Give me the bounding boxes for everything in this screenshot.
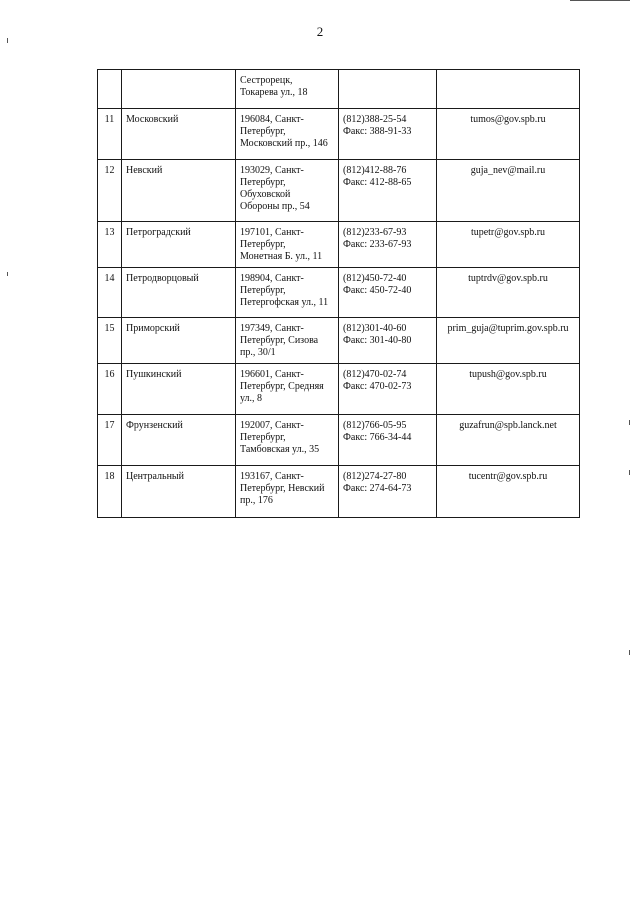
district-name-cell: Московский: [122, 109, 236, 160]
fax-number: Факс: 274-64-73: [343, 483, 412, 494]
email-cell: [437, 70, 580, 109]
row-number-cell: [98, 70, 122, 109]
email-cell: tumos@gov.spb.ru: [437, 109, 580, 160]
address-cell: [236, 415, 339, 466]
address-cell: [236, 466, 339, 518]
address-line: Петербург,: [240, 432, 286, 443]
table-row: [98, 466, 580, 518]
scan-edge-mark: [570, 0, 630, 1]
phone-number: (812)274-27-80: [343, 471, 407, 482]
email-cell: tupush@gov.spb.ru: [437, 364, 580, 415]
phone-number: (812)450-72-40: [343, 273, 407, 284]
address-line: 196601, Санкт-: [240, 369, 304, 380]
address-line: Обороны пр., 54: [240, 201, 310, 212]
phone-number: (812)766-05-95: [343, 420, 407, 431]
row-number-cell: 18: [98, 466, 122, 518]
phone-cell: [339, 70, 437, 109]
phone-number: (812)412-88-76: [343, 165, 407, 176]
address-line: 198904, Санкт-: [240, 273, 304, 284]
table-row: [98, 364, 580, 415]
address-line: Тамбовская ул., 35: [240, 444, 320, 455]
address-cell: [236, 318, 339, 364]
district-name-cell: Фрунзенский: [122, 415, 236, 466]
phone-cell: [339, 222, 437, 268]
scan-edge-mark: [629, 420, 630, 425]
fax-number: Факс: 450-72-40: [343, 285, 412, 296]
fax-number: Факс: 233-67-93: [343, 239, 412, 250]
table-row: [98, 318, 580, 364]
row-number-cell: 11: [98, 109, 122, 160]
address-line: Петербург, Средняя: [240, 381, 324, 392]
phone-cell: [339, 415, 437, 466]
phone-cell: [339, 364, 437, 415]
address-line: 192007, Санкт-: [240, 420, 304, 431]
fax-number: Факс: 388-91-33: [343, 126, 412, 137]
address-line: Монетная Б. ул., 11: [240, 251, 323, 262]
phone-number: (812)233-67-93: [343, 227, 407, 238]
address-line: 197349, Санкт-: [240, 323, 304, 334]
address-line: 196084, Санкт-: [240, 114, 304, 125]
email-cell: tucentr@gov.spb.ru: [437, 466, 580, 518]
district-name-cell: Петроградский: [122, 222, 236, 268]
phone-cell: [339, 268, 437, 318]
scan-edge-mark: [629, 650, 630, 655]
address-cell: [236, 70, 339, 109]
district-name-cell: Невский: [122, 160, 236, 222]
phone-number: (812)388-25-54: [343, 114, 407, 125]
district-name-cell: Приморский: [122, 318, 236, 364]
fax-number: Факс: 766-34-44: [343, 432, 412, 443]
district-name-cell: Центральный: [122, 466, 236, 518]
address-line: Московский пр., 146: [240, 138, 328, 149]
row-number-cell: 13: [98, 222, 122, 268]
row-number-cell: 15: [98, 318, 122, 364]
table-row: [98, 222, 580, 268]
address-line: 197101, Санкт-: [240, 227, 304, 238]
phone-number: (812)470-02-74: [343, 369, 407, 380]
district-name-cell: Пушкинский: [122, 364, 236, 415]
address-line: Петергофская ул., 11: [240, 297, 329, 308]
address-cell: [236, 268, 339, 318]
address-line: Петербург, Невский: [240, 483, 325, 494]
district-name-cell: [122, 70, 236, 109]
scan-edge-mark: [629, 470, 630, 475]
row-number-cell: 17: [98, 415, 122, 466]
row-number-cell: 14: [98, 268, 122, 318]
address-cell: [236, 160, 339, 222]
phone-cell: [339, 466, 437, 518]
address-cell: [236, 364, 339, 415]
table-row: [98, 109, 580, 160]
email-cell: guja_nev@mail.ru: [437, 160, 580, 222]
page-number: 2: [316, 24, 324, 39]
address-line: пр., 30/1: [240, 347, 276, 358]
fax-number: Факс: 470-02-73: [343, 381, 412, 392]
address-line: 193167, Санкт-: [240, 471, 304, 482]
phone-cell: [339, 160, 437, 222]
address-line: Петербург, Сизова: [240, 335, 319, 346]
email-cell: guzafrun@spb.lanck.net: [437, 415, 580, 466]
table-row: [98, 70, 580, 109]
address-line: Сестрорецк,: [240, 75, 293, 86]
district-name-cell: Петродворцовый: [122, 268, 236, 318]
address-line: Петербург,: [240, 177, 286, 188]
address-line: Петербург,: [240, 285, 286, 296]
table-row: [98, 268, 580, 318]
table-row: [98, 160, 580, 222]
table-row: [98, 415, 580, 466]
district-directory-table: [97, 69, 580, 518]
email-cell: tuptrdv@gov.spb.ru: [437, 268, 580, 318]
address-cell: [236, 222, 339, 268]
address-line: Обуховской: [240, 189, 291, 200]
phone-cell: [339, 318, 437, 364]
phone-cell: [339, 109, 437, 160]
address-line: пр., 176: [240, 495, 273, 506]
fax-number: Факс: 301-40-80: [343, 335, 412, 346]
address-line: Токарева ул., 18: [240, 87, 308, 98]
address-line: Петербург,: [240, 239, 286, 250]
row-number-cell: 16: [98, 364, 122, 415]
address-cell: [236, 109, 339, 160]
row-number-cell: 12: [98, 160, 122, 222]
address-line: ул., 8: [240, 393, 263, 404]
email-cell: tupetr@gov.spb.ru: [437, 222, 580, 268]
fax-number: Факс: 412-88-65: [343, 177, 412, 188]
email-cell: prim_guja@tuprim.gov.spb.ru: [437, 318, 580, 364]
address-line: Петербург,: [240, 126, 286, 137]
scan-edge-mark: [7, 272, 8, 276]
phone-number: (812)301-40-60: [343, 323, 407, 334]
address-line: 193029, Санкт-: [240, 165, 304, 176]
